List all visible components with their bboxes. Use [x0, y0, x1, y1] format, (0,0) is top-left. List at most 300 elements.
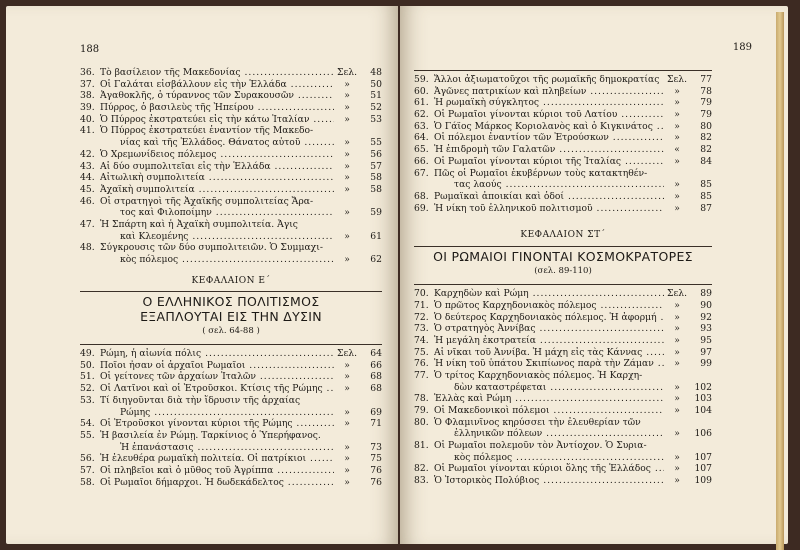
entry-page: 79: [700, 97, 712, 109]
entry-title: Οἱ Λατῖνοι καὶ οἱ Ἐτροῦσκοι. Κτίσις τῆς Ρώμης .....: [100, 383, 334, 395]
entry-title: Ρώμη, ἡ αἰωνία πόλις .....: [100, 348, 334, 360]
entry-number: 71.: [414, 299, 429, 311]
toc-entry: [414, 382, 712, 394]
toc-entry: [414, 97, 712, 109]
chapter-label: ΚΕΦΑΛΑΙΟΝ ΣΤ΄: [520, 230, 606, 241]
page-prefix: »: [674, 190, 680, 202]
entry-number: 47.: [80, 218, 95, 230]
page-prefix: »: [674, 311, 680, 323]
entry-number: 52.: [80, 383, 95, 395]
page-prefix: »: [344, 383, 350, 395]
page-prefix: [334, 219, 360, 231]
toc-entry: [80, 149, 382, 161]
entry-page: 68: [370, 371, 382, 383]
entry-title: Ἡ ρωμαϊκὴ σύγκλητος .....: [434, 97, 664, 109]
entry-number: 72.: [414, 311, 429, 323]
page-prefix: Σελ.: [667, 74, 687, 85]
divider: [80, 344, 382, 345]
toc-list: [80, 348, 382, 488]
entry-page: 53: [370, 113, 382, 125]
entry-page: [360, 125, 382, 137]
page-prefix: [664, 168, 690, 180]
toc-entry: [414, 203, 712, 215]
entry-page: 76: [370, 464, 382, 476]
entry-number: 61.: [414, 97, 429, 109]
entry-title: Ὁ Πύρρος ἐκστρατεύει εἰς τὴν κάτω Ἰταλίαν .....: [100, 114, 334, 126]
entry-page: 68: [370, 383, 382, 395]
entry-number: [80, 137, 100, 149]
toc-entry: [80, 219, 382, 231]
page-prefix: »: [344, 359, 350, 371]
toc-entry: [414, 323, 712, 335]
divider: [414, 70, 712, 71]
entry-number: [414, 382, 434, 394]
page-number: 188: [80, 44, 100, 55]
page-prefix: [664, 417, 690, 429]
entry-page: 107: [694, 463, 712, 475]
page-prefix: Σελ.: [337, 67, 357, 78]
toc-entry: [414, 463, 712, 475]
entry-title: Ἡ ἐπιδρομὴ τῶν Γαλατῶν .....: [434, 144, 664, 156]
page-prefix: »: [674, 475, 680, 487]
entry-title: Ἑλλὰς καὶ Ρώμη .....: [434, 393, 664, 405]
page-prefix: »: [344, 441, 350, 453]
toc-entry: [414, 156, 712, 168]
entry-number: 76.: [414, 358, 429, 370]
entry-page: 80: [700, 120, 712, 132]
entry-title: Οἱ Ρωμαῖοι γίνονται κύριοι ὅλης τῆς Ἑλλάδος .....: [434, 463, 664, 475]
entry-title: Οἱ πληβεῖοι καὶ ὁ μῦθος τοῦ Ἀγρίππα .....: [100, 465, 334, 477]
entry-number: 64.: [414, 132, 429, 144]
entry-title: Ὁ τρίτος Καρχηδονιακὸς πόλεμος. Ἡ Καρχη-: [434, 369, 643, 381]
entry-number: 68.: [414, 190, 429, 202]
toc-entry: [414, 405, 712, 417]
entry-number: 37.: [80, 78, 95, 90]
page-prefix: »: [344, 371, 350, 383]
page-prefix: [664, 370, 690, 382]
toc-entry: [414, 452, 712, 464]
entry-number: 46.: [80, 195, 95, 207]
page-prefix: »: [344, 230, 350, 242]
entry-number: 60.: [414, 85, 429, 97]
entry-title: κὸς πόλεμος .....: [434, 452, 664, 464]
toc-entry: [80, 453, 382, 465]
toc-entry: [80, 196, 382, 208]
entry-page: 66: [370, 359, 382, 371]
toc-entry: [80, 161, 382, 173]
entry-title: Ρωμαϊκαὶ ἀποικίαι καὶ ὁδοί .....: [434, 191, 664, 203]
page-prefix: »: [674, 109, 680, 121]
entry-number: 80.: [414, 416, 429, 428]
entry-number: [414, 428, 434, 440]
toc-entry: [414, 132, 712, 144]
entry-title: Πύρρος, ὁ βασιλεὺς τῆς Ἠπείρου .....: [100, 102, 334, 114]
entry-page: 77: [700, 74, 712, 85]
entry-page: 58: [370, 172, 382, 184]
entry-number: 43.: [80, 160, 95, 172]
page-prefix: »: [344, 406, 350, 418]
page-prefix: »: [344, 160, 350, 172]
entry-number: 48.: [80, 242, 95, 254]
entry-title: Οἱ Ρωμαῖοι πολεμοῦν τὸν Ἀντίοχον. Ὁ Συρια-: [434, 440, 647, 452]
page-prefix: »: [674, 97, 680, 109]
entry-title: Ἀγαθοκλῆς, ὁ τύραννος τῶν Συρακουσῶν .....: [100, 90, 334, 102]
entry-page: 109: [694, 475, 712, 487]
entry-page: 102: [694, 381, 712, 393]
entry-number: 53.: [80, 394, 95, 406]
entry-page: 50: [370, 78, 382, 90]
toc-entry: [414, 335, 712, 347]
entry-page: [360, 430, 382, 442]
entry-title: Ὁ Φλαμινῖνος κηρύσσει τὴν ἐλευθερίαν τῶν: [434, 416, 641, 428]
page-prefix: »: [674, 393, 680, 405]
entry-page: 57: [370, 160, 382, 172]
entry-number: 82.: [414, 463, 429, 475]
toc-entry: [414, 86, 712, 98]
toc-entry: [414, 347, 712, 359]
entry-page: [360, 196, 382, 208]
entry-page: 69: [370, 406, 382, 418]
page-prefix: »: [674, 155, 680, 167]
toc-entry: [80, 383, 382, 395]
entry-number: 55.: [80, 429, 95, 441]
toc-entry: [80, 67, 382, 79]
page-prefix: »: [344, 464, 350, 476]
entry-page: 103: [694, 393, 712, 405]
entry-title: Ἀγῶνες πατρικίων καὶ πληβείων .....: [434, 86, 664, 98]
entry-title: Οἱ Ρωμαῖοι δήμαρχοι. Ἡ δωδεκάδελτος .....: [100, 477, 334, 489]
entry-title: Τὸ βασίλειον τῆς Μακεδονίας .....: [100, 67, 334, 79]
entry-page: [690, 440, 712, 452]
entry-title: Καρχηδὼν καὶ Ρώμη .....: [434, 288, 664, 300]
entry-title: Ὁ δεύτερος Καρχηδονιακὸς πόλεμος. Ἡ ἀφορμή .....: [434, 312, 664, 324]
page-prefix: »: [344, 113, 350, 125]
entry-page: 56: [370, 148, 382, 160]
toc-entry: [414, 358, 712, 370]
entry-title: Ὁ Χρεμωνίδειος πόλεμος .....: [100, 149, 334, 161]
page-prefix: »: [674, 358, 680, 370]
entry-number: 51.: [80, 371, 95, 383]
entry-title: Ρώμης .....: [100, 407, 334, 419]
entry-page: 89: [700, 288, 712, 300]
page-prefix: »: [674, 405, 680, 417]
entry-page: 58: [370, 183, 382, 195]
entry-number: 40.: [80, 113, 95, 125]
entry-number: 66.: [414, 155, 429, 167]
page-prefix: »: [344, 137, 350, 149]
page-prefix: »: [344, 183, 350, 195]
page-prefix: »: [674, 463, 680, 475]
toc-entry: [80, 407, 382, 419]
entry-number: 79.: [414, 405, 429, 417]
entry-number: 41.: [80, 125, 95, 137]
entry-number: 57.: [80, 464, 95, 476]
toc-entry: [80, 430, 382, 442]
entry-page: 92: [700, 311, 712, 323]
entry-title: κὸς πόλεμος .....: [100, 254, 334, 266]
right-page: [400, 6, 788, 544]
toc-entry: [414, 312, 712, 324]
entry-number: [80, 254, 100, 266]
chapter-title: Ο ΕΛΛΗΝΙΚΟΣ ΠΟΛΙΤΙΣΜΟΣ: [142, 294, 320, 310]
entry-title: Ἡ νίκη τοῦ ἑλληνικοῦ πολιτισμοῦ .....: [434, 203, 664, 215]
entry-number: 67.: [414, 167, 429, 179]
toc-entry: [80, 231, 382, 243]
entry-title: καὶ Κλεομένης .....: [100, 231, 334, 243]
entry-number: 42.: [80, 148, 95, 160]
toc-entry: [80, 348, 382, 360]
entry-title: Αἱ νῖκαι τοῦ Ἀννίβα. Ἡ μάχη εἰς τὰς Κάννας .....: [434, 347, 664, 359]
entry-number: 36.: [80, 67, 95, 78]
entry-number: 70.: [414, 288, 429, 300]
entry-title: τας λαούς .....: [434, 179, 664, 191]
entry-number: 45.: [80, 183, 95, 195]
entry-title: Ὁ Ἱστορικὸς Πολύβιος .....: [434, 475, 664, 487]
toc-entry: [80, 114, 382, 126]
toc-entry: [80, 207, 382, 219]
toc-entry: [414, 168, 712, 180]
toc-entry: [80, 242, 382, 254]
entry-title: Ὁ Γάϊος Μάρκος Κοριολανὸς καὶ ὁ Κιγκινάτος .....: [434, 121, 664, 133]
page-prefix: »: [674, 381, 680, 393]
entry-number: 75.: [414, 346, 429, 358]
entry-page: [360, 395, 382, 407]
entry-title: Ἡ βασιλεία ἐν Ρώμῃ. Ταρκίνιος ὁ Ὑπερήφανος.: [100, 429, 321, 441]
entry-page: 71: [370, 418, 382, 430]
page-prefix: [334, 196, 360, 208]
toc-entry: [80, 442, 382, 454]
chapter-title: ΕΞΑΠΛΟΥΤΑΙ ΕΙΣ ΤΗΝ ΔΥΣΙΝ: [140, 308, 322, 324]
page-prefix: »: [674, 428, 680, 440]
entry-page: 51: [370, 90, 382, 102]
page-prefix: »: [674, 346, 680, 358]
entry-title: Ἡ Σπάρτη καὶ ἡ Ἀχαϊκὴ συμπολιτεία. Ἆγις: [100, 218, 298, 230]
entry-number: 83.: [414, 475, 429, 487]
entry-title: Ἡ ἐπανάστασις .....: [100, 442, 334, 454]
page-prefix: »: [674, 202, 680, 214]
entry-title: Ὁ στρατηγὸς Ἀννίβας .....: [434, 323, 664, 335]
entry-title: Οἱ γείτονες τῶν ἀρχαίων Ἰταλῶν .....: [100, 371, 334, 383]
toc-entry: [414, 144, 712, 156]
entry-page: 104: [694, 405, 712, 417]
entry-page: 64: [370, 348, 382, 360]
page-prefix: [334, 430, 360, 442]
toc-entry: [80, 125, 382, 137]
entry-title: Οἱ Ρωμαῖοι γίνονται κύριοι τῆς Ἰταλίας .....: [434, 156, 664, 168]
toc-entry: [80, 102, 382, 114]
entry-title: ἑλληνικῶν πόλεων .....: [434, 428, 664, 440]
toc-entry: [80, 90, 382, 102]
entry-page: 76: [370, 476, 382, 488]
page-prefix: »: [674, 323, 680, 335]
toc-entry: [80, 254, 382, 266]
entry-title: Ὁ πρῶτος Καρχηδονιακὸς πόλεμος .....: [434, 300, 664, 312]
page-prefix: »: [344, 254, 350, 265]
toc-list: [80, 67, 382, 266]
page-prefix: »: [344, 90, 350, 102]
entry-number: [80, 407, 100, 419]
entry-number: 62.: [414, 109, 429, 121]
entry-title: Ἡ ἐλευθέρα ρωμαϊκὴ πολιτεία. Οἱ πατρίκιοι .....: [100, 453, 334, 465]
page-prefix: Σελ.: [667, 288, 687, 300]
toc-entry: [414, 370, 712, 382]
entry-number: 81.: [414, 440, 429, 452]
entry-title: Ποῖοι ἦσαν οἱ ἀρχαῖοι Ρωμαῖοι .....: [100, 360, 334, 372]
table-of-contents: [414, 67, 712, 487]
entry-page: 52: [370, 102, 382, 114]
entry-page: 82: [700, 132, 712, 144]
chapter-page-range: (σελ. 89-110): [534, 266, 592, 277]
toc-entry: [80, 371, 382, 383]
toc-entry: [414, 393, 712, 405]
page-prefix: »: [674, 120, 680, 132]
entry-title: Ἀχαϊκὴ συμπολιτεία .....: [100, 184, 334, 196]
toc-entry: [414, 475, 712, 487]
page-prefix: »: [344, 418, 350, 430]
entry-title: τος καὶ Φιλοποίμην .....: [100, 207, 334, 219]
entry-number: 54.: [80, 418, 95, 430]
entry-title: νίας καὶ τῆς Ἑλλάδος. Θάνατος αὐτοῦ .....: [100, 137, 334, 149]
entry-page: 93: [700, 323, 712, 335]
entry-page: 62: [370, 254, 382, 265]
divider: [414, 284, 712, 285]
entry-number: 44.: [80, 172, 95, 184]
entry-page: 82: [700, 144, 712, 156]
page-prefix: [664, 440, 690, 452]
page-prefix: »: [674, 334, 680, 346]
toc-entry: [80, 395, 382, 407]
entry-title: Οἱ πόλεμοι ἐναντίον τῶν Ἐτρούσκων .....: [434, 132, 664, 144]
page-prefix: »: [674, 85, 680, 97]
entry-page: 78: [700, 85, 712, 97]
entry-title: Αἰτωλικὴ συμπολιτεία .....: [100, 172, 334, 184]
entry-page: 90: [700, 299, 712, 311]
entry-number: 78.: [414, 393, 429, 405]
page-prefix: «: [674, 144, 680, 156]
entry-page: 95: [700, 334, 712, 346]
entry-number: 39.: [80, 102, 95, 114]
chapter-page-range: ( σελ. 64-88 ): [202, 326, 260, 337]
entry-title: Οἱ Ἐτροῦσκοι γίνονται κύριοι τῆς Ρώμης .....: [100, 418, 334, 430]
page-prefix: Σελ.: [337, 348, 357, 360]
entry-number: 74.: [414, 334, 429, 346]
toc-entry: [414, 74, 712, 86]
entry-page: 79: [700, 109, 712, 121]
entry-page: [690, 370, 712, 382]
entry-title: Ὁ Πύρρος ἐκστρατεύει ἐναντίον τῆς Μακεδο-: [100, 125, 314, 137]
entry-title: Σύγκρουσις τῶν δύο συμπολιτειῶν. Ὁ Συμμαχι-: [100, 242, 323, 254]
entry-number: [80, 442, 100, 454]
toc-entry: [80, 477, 382, 489]
page-prefix: »: [674, 132, 680, 144]
page-number: 189: [732, 42, 752, 53]
page-prefix: »: [344, 476, 350, 488]
entry-page: 85: [700, 190, 712, 202]
entry-page: [360, 219, 382, 231]
toc-entry: [414, 288, 712, 300]
entry-title: Ἡ νίκη τοῦ ὑπάτου Σκιπίωνος παρὰ τὴν Ζάμαν .....: [434, 358, 664, 370]
toc-entry: [414, 121, 712, 133]
entry-page: 106: [694, 428, 712, 440]
page-prefix: »: [344, 78, 350, 90]
entry-number: 63.: [414, 120, 429, 132]
page-prefix: »: [344, 207, 350, 219]
toc-entry: [414, 300, 712, 312]
entry-number: 50.: [80, 359, 95, 371]
entry-number: 38.: [80, 90, 95, 102]
divider: [414, 246, 712, 247]
entry-page: 84: [700, 155, 712, 167]
toc-list: [414, 288, 712, 487]
entry-page: 87: [700, 202, 712, 214]
toc-entry: [414, 440, 712, 452]
entry-page: [360, 242, 382, 254]
divider: [80, 291, 382, 292]
toc-list: [414, 74, 712, 214]
entry-page: 48: [370, 67, 382, 78]
entry-page: 61: [370, 230, 382, 242]
entry-title: δὼν καταστρέφεται .....: [434, 382, 664, 394]
entry-number: [414, 452, 434, 464]
entry-title: Οἱ Μακεδονικοὶ πόλεμοι .....: [434, 405, 664, 417]
toc-entry: [414, 179, 712, 191]
page-prefix: »: [674, 451, 680, 463]
toc-entry: [80, 360, 382, 372]
entry-number: 49.: [80, 348, 95, 360]
entry-number: 59.: [414, 74, 429, 85]
entry-number: [80, 207, 100, 219]
entry-page: 75: [370, 453, 382, 465]
toc-entry: [80, 79, 382, 91]
entry-page: 73: [370, 441, 382, 453]
entry-title: Οἱ Ρωμαῖοι γίνονται κύριοι τοῦ Λατίου .....: [434, 109, 664, 121]
entry-title: Ἡ μεγάλη ἐκστρατεία .....: [434, 335, 664, 347]
entry-title: Αἱ δύο συμπολιτεῖαι εἰς τὴν Ἑλλάδα .....: [100, 161, 334, 173]
page-prefix: »: [674, 299, 680, 311]
entry-title: Τί διηγοῦνται διὰ τὴν ἵδρυσιν τῆς ἀρχαίας: [100, 394, 301, 406]
entry-number: 58.: [80, 476, 95, 488]
entry-title: Οἱ Γαλάται εἰσβάλλουν εἰς τὴν Ἑλλάδα .....: [100, 79, 334, 91]
entry-number: [414, 179, 434, 191]
toc-entry: [414, 428, 712, 440]
page-prefix: [334, 125, 360, 137]
page-prefix: [334, 242, 360, 254]
entry-page: [690, 168, 712, 180]
page-prefix: »: [344, 453, 350, 465]
toc-entry: [80, 137, 382, 149]
page-prefix: [334, 395, 360, 407]
left-page: [6, 6, 398, 544]
page-prefix: »: [344, 148, 350, 160]
entry-page: 97: [700, 346, 712, 358]
entry-number: 56.: [80, 453, 95, 465]
entry-page: 85: [700, 179, 712, 191]
chapter-label: ΚΕΦΑΛΑΙΟΝ Ε΄: [191, 275, 271, 286]
page-prefix: »: [344, 102, 350, 114]
entry-number: [80, 231, 100, 243]
entry-page: 107: [694, 451, 712, 463]
table-of-contents: [80, 67, 382, 488]
toc-entry: [414, 109, 712, 121]
entry-page: 99: [700, 358, 712, 370]
entry-title: Ἄλλοι ἀξιωματοῦχοι τῆς ρωμαϊκῆς δημοκρατίας .....: [434, 74, 664, 86]
toc-entry: [80, 465, 382, 477]
entry-number: 65.: [414, 144, 429, 156]
page-prefix: »: [344, 172, 350, 184]
entry-page: 55: [370, 137, 382, 149]
entry-number: 77.: [414, 369, 429, 381]
toc-entry: [80, 418, 382, 430]
